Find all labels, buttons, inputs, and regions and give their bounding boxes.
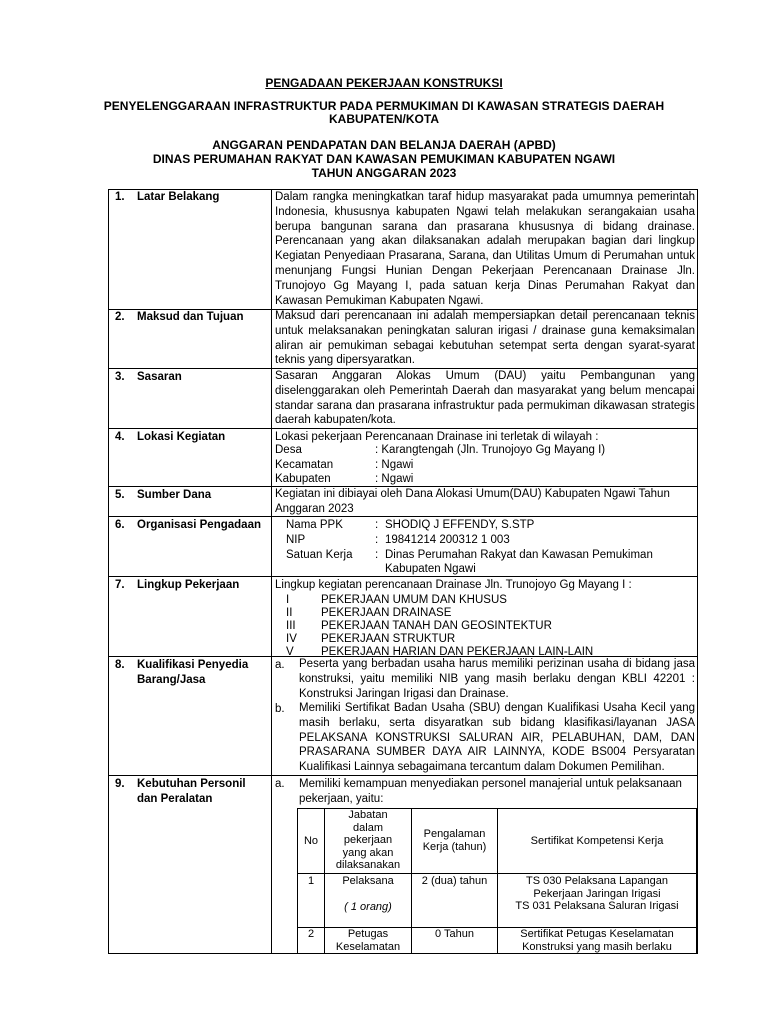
row-sertifikat-line: Sertifikat Petugas Keselamatan [520,928,674,940]
section-label-lingkup: Lingkup Pekerjaan [137,579,240,591]
row-jabatan [325,928,411,953]
org-nama-key: Nama PPK [286,519,343,531]
org-colon: : [375,534,379,546]
lingkup-item-number: V [286,646,294,658]
section-text-latar-belakang: Dalam rangka meningkatkan taraf hidup masyarakat pada umumnya pemerintah Indonesia, khususnya kabupaten Ngawi telah melakukan serangakaian usaha berupa bangunan sarana dan prasarana khususnya di bidang drainase. Perencanaan yang akan dilaksanakan adalah merupakan bagian dari lingkup Kegiatan Penyediaan Prasarana, Sarana, dan Utilitas Umum di Perumahan untuk menunjang Fungsi Hunian Dengan Pekerjaan Perencanaan Drainase Jln. Trunojoyo Gg Mayang I, pada satuan kerja Dinas Perumahan Rakyat dan Kawasan Pemukiman Kabupaten Ngawi. [275,191,695,307]
lokasi-intro: Lokasi pekerjaan Perencanaan Drainase ini terletak di wilayah : [275,431,599,443]
lokasi-desa-value: : Karangtengah (Jln. Trunojoyo Gg Mayang I) [375,444,606,456]
header-pengalaman [412,828,497,853]
doc-title: PENGADAAN PEKERJAAN KONSTRUKSI [265,76,503,90]
section-number: 2. [115,311,125,323]
row-number: 1 [307,875,315,887]
org-nama-value: SHODIQ J EFFENDY, S.STP [385,519,535,531]
row-sertifikat [498,875,696,913]
lokasi-desa-key: Desa [275,444,302,456]
list-marker: a. [275,659,285,671]
lingkup-item-number: I [286,594,290,606]
row-sertifikat [498,928,696,953]
header-jabatan-line: dalam [353,821,383,834]
section-number: 4. [115,431,125,443]
column-divider [271,190,272,953]
lokasi-kabupaten-key: Kabupaten [275,473,331,485]
row-pengalaman: 0 Tahun [435,928,474,940]
row-sertifikat-line: TS 030 Pelaksana Lapangan [526,875,668,887]
section-text-maksud-tujuan: Maksud dari perencanaan ini adalah mempersiapkan detail perencanaan teknis untuk melaksanakan peningkatan saluran irigasi / drainase guna kemaksimalan aliran air pemukiman sebagai kebutuhan setempat serta dengan syarat-syarat teknis yang dipersyaratkan. [275,310,695,367]
section-label-latar-belakang: Latar Belakang [137,191,220,203]
header-jabatan [325,809,411,872]
row-jabatan-note: ( 1 orang) [344,901,392,913]
row-sertifikat-line: Pekerjaan Jaringan Irigasi [533,887,661,900]
section-number: 3. [115,371,125,383]
header-jabatan-line: dilaksanakan [335,859,401,871]
header-pengalaman-line: Pengalaman [423,828,486,840]
org-nip-key: NIP [286,534,306,546]
doc-agency: DINAS PERUMAHAN RAKYAT DAN KAWASAN PEMUKIMAN KABUPATEN NGAWI [152,152,616,166]
section-label-personil-2: dan Peralatan [137,793,213,805]
lokasi-kecamatan-key: Kecamatan [275,459,334,471]
row-sertifikat-line: Konstruksi yang masih berlaku [522,940,672,953]
header-jabatan-line: pekerjaan [343,834,393,846]
doc-budget-title: ANGGARAN PENDAPATAN DAN BELANJA DAERAH (APBD) [212,138,556,152]
doc-year: TAHUN ANGGARAN 2023 [311,166,457,180]
section-label-sumber-dana: Sumber Dana [137,489,212,501]
lingkup-item: PEKERJAAN DRAINASE [321,607,452,619]
section-number: 6. [115,519,125,531]
section-label-organisasi: Organisasi Pengadaan [137,519,261,531]
row-divider [109,775,697,776]
doc-subtitle-2: KABUPATEN/KOTA [329,112,439,126]
row-jabatan-line: Keselamatan [335,940,401,953]
personil-a-line2: pekerjaan, yaitu: [299,793,384,805]
section-number: 5. [115,489,125,501]
lingkup-item: PEKERJAAN STRUKTUR [321,633,456,645]
row-jabatan-line: Petugas [347,928,389,940]
section-label-kualifikasi-2: Barang/Jasa [137,674,206,686]
section-text-sasaran: Sasaran Anggaran Alokas Umum (DAU) yaitu Pembangunan yang diselenggarakan oleh Pemerintah Daerah dan masyarakat yang belum mencapai standar sarana dan prasarana infrastruktur pada permukiman dikawasan strategis daerah kabupaten/kota. [275,370,695,427]
org-nip-value: 19841214 200312 1 003 [385,534,510,546]
section-label-sasaran: Sasaran [137,371,182,383]
header-no: No [303,835,319,847]
section-label-lokasi: Lokasi Kegiatan [137,431,226,443]
lingkup-item-number: II [286,607,293,619]
kualifikasi-b-text: Memiliki Sertifikat Badan Usaha (SBU) dengan Kualifikasi Usaha Kecil yang masih berlaku, serta disyaratkan sub bidang klasifikasi/layanan JASA PELAKSANA KONSTRUKSI SALURAN AIR, PELABUHAN, DAM, DAN PRASARANA SUMBER DAYA AIR LAINNYA, KODE BS004 Persyaratan Kualifikasi Lainnya sebagaimana tercantum dalam Dokumen Pemilihan. [299,702,695,774]
section-label-kualifikasi-1: Kualifikasi Penyedia [137,659,249,671]
row-pengalaman: 2 (dua) tahun [421,875,488,887]
lokasi-kabupaten-value: : Ngawi [375,473,414,485]
org-colon: : [375,519,379,531]
section-label-personil-1: Kebutuhan Personil [137,778,246,790]
section-number: 1. [115,191,125,203]
row-divider [298,873,696,874]
org-satker-value-2: Kabupaten Ngawi [385,563,476,575]
doc-subtitle-1: PENYELENGGARAAN INFRASTRUKTUR PADA PERMUKIMAN DI KAWASAN STRATEGIS DAERAH [103,99,665,113]
list-marker: a. [275,778,285,790]
lingkup-item-number: IV [286,633,297,645]
org-satker-key: Satuan Kerja [286,549,353,561]
list-marker: b. [275,703,285,715]
section-text-sumber-dana: Kegiatan ini dibiayai oleh Dana Alokasi Umum(DAU) Kabupaten Ngawi Tahun Anggaran 2023 [275,488,670,515]
header-pengalaman-line: Kerja (tahun) [422,840,487,853]
section-label-maksud-tujuan: Maksud dan Tujuan [137,311,244,323]
header-jabatan-line: Jabatan [348,809,388,821]
lingkup-item: PEKERJAAN HARIAN DAN PEKERJAAN LAIN-LAIN [321,646,594,658]
lingkup-intro: Lingkup kegiatan perencanaan Drainase Jln. Trunojoyo Gg Mayang I : [275,579,632,591]
section-number: 8. [115,659,125,671]
org-colon: : [375,549,379,561]
section-number: 7. [115,579,125,591]
lokasi-kecamatan-value: : Ngawi [375,459,414,471]
lingkup-item: PEKERJAAN UMUM DAN KHUSUS [321,594,507,606]
personil-a-line1: Memiliki kemampuan menyediakan personel manajerial untuk pelaksanaan [299,778,682,790]
org-satker-value-1: Dinas Perumahan Rakyat dan Kawasan Pemukiman [385,549,653,561]
lingkup-item-number: III [286,620,296,632]
row-sertifikat-line: TS 031 Pelaksana Saluran Irigasi [515,900,679,912]
row-number: 2 [307,928,315,940]
header-sertifikat: Sertifikat Kompetensi Kerja [530,835,664,847]
row-jabatan: Pelaksana [342,875,394,887]
section-number: 9. [115,778,125,790]
row-divider [109,576,697,577]
kualifikasi-a-text: Peserta yang berbadan usaha harus memiliki perizinan usaha di bidang jasa konstruksi, yaitu memiliki NIB yang masih berlaku dengan KBLI 42201 : Konstruksi Jaringan Irigasi dan Drainase. [299,658,695,700]
header-jabatan-line: yang akan [342,846,394,859]
lingkup-item: PEKERJAAN TANAH DAN GEOSINTEKTUR [321,620,552,632]
personil-table [297,808,697,954]
